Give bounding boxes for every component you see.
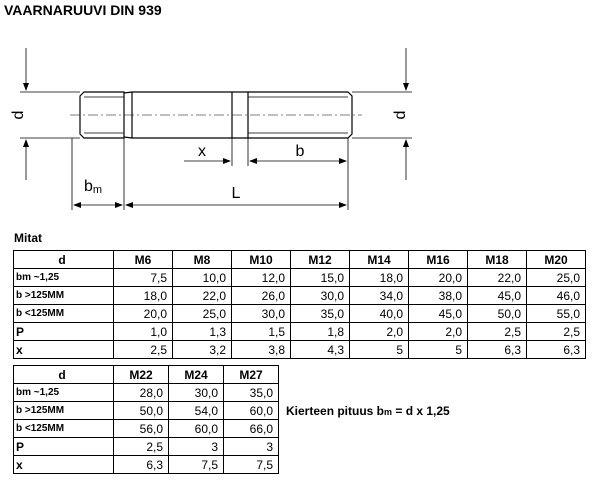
table-cell: 3,8 — [232, 341, 291, 359]
table-cell: 60,0 — [169, 420, 224, 438]
table-cell: 30,0 — [169, 384, 224, 402]
column-header: M16 — [409, 251, 468, 269]
table-row — [14, 420, 279, 438]
table-row — [14, 402, 279, 420]
table-corner-cell: d — [14, 366, 114, 384]
column-header: M18 — [468, 251, 527, 269]
label-x: x — [198, 143, 206, 160]
page-title: VAARNARUUVI DIN 939 — [4, 2, 162, 18]
section-title: Mitat — [14, 231, 42, 245]
label-l: L — [231, 185, 241, 202]
column-header: M12 — [291, 251, 350, 269]
table-cell: 25,0 — [527, 269, 586, 287]
table-cell: 7,5 — [114, 269, 173, 287]
table-cell: 22,0 — [468, 269, 527, 287]
table-cell: 54,0 — [169, 402, 224, 420]
table-cell: 4,3 — [291, 341, 350, 359]
table-header-row — [14, 251, 586, 269]
table-cell: 30,0 — [232, 305, 291, 323]
table-cell: 45,0 — [409, 305, 468, 323]
table-cell: 2,5 — [114, 341, 173, 359]
table-cell: 35,0 — [291, 305, 350, 323]
row-label: b <125MM — [14, 420, 114, 438]
dimensions-table-1 — [13, 250, 586, 359]
dimension-d-left — [20, 48, 80, 180]
table-cell: 5 — [409, 341, 468, 359]
table-cell: 60,0 — [224, 402, 279, 420]
row-label: bm ~1,25 — [14, 269, 114, 287]
table-cell: 22,0 — [173, 287, 232, 305]
column-header: M14 — [350, 251, 409, 269]
table-cell: 10,0 — [173, 269, 232, 287]
column-header: M6 — [114, 251, 173, 269]
table-row — [14, 269, 586, 287]
row-label: P — [14, 323, 114, 341]
row-label: b <125MM — [14, 305, 114, 323]
column-header: M22 — [114, 366, 169, 384]
table-cell: 2,0 — [350, 323, 409, 341]
table-cell: 3,2 — [173, 341, 232, 359]
table-cell: 15,0 — [291, 269, 350, 287]
table-cell: 56,0 — [114, 420, 169, 438]
table-cell: 45,0 — [468, 287, 527, 305]
row-label: bm ~1,25 — [14, 384, 114, 402]
table-cell: 2,0 — [409, 323, 468, 341]
table-cell: 66,0 — [224, 420, 279, 438]
label-bm: bm — [84, 178, 103, 196]
table-cell: 6,3 — [114, 456, 169, 474]
row-label: b >125MM — [14, 287, 114, 305]
table-cell: 3 — [169, 438, 224, 456]
label-d-right: d — [392, 110, 409, 120]
table-row — [14, 456, 279, 474]
table-cell: 18,0 — [114, 287, 173, 305]
stud-drawing — [0, 0, 600, 230]
table-cell: 18,0 — [350, 269, 409, 287]
table-cell: 40,0 — [350, 305, 409, 323]
table-cell: 7,5 — [224, 456, 279, 474]
dimension-x-b — [184, 138, 348, 210]
row-label: x — [14, 456, 114, 474]
dimension-bm-l — [72, 138, 346, 210]
table-corner-cell: d — [14, 251, 114, 269]
column-header: M24 — [169, 366, 224, 384]
table-row — [14, 323, 586, 341]
table-cell: 6,3 — [468, 341, 527, 359]
row-label: x — [14, 341, 114, 359]
thread-length-note: Kierteen pituus bm = d x 1,25 — [286, 404, 450, 418]
table-cell: 6,3 — [527, 341, 586, 359]
table-cell: 35,0 — [224, 384, 279, 402]
column-header: M20 — [527, 251, 586, 269]
table-cell: 5 — [350, 341, 409, 359]
table-cell: 50,0 — [468, 305, 527, 323]
table-cell: 30,0 — [291, 287, 350, 305]
table-cell: 26,0 — [232, 287, 291, 305]
table-cell: 28,0 — [114, 384, 169, 402]
column-header: M27 — [224, 366, 279, 384]
table-cell: 1,0 — [114, 323, 173, 341]
table-cell: 1,3 — [173, 323, 232, 341]
table-row — [14, 305, 586, 323]
table-cell: 20,0 — [409, 269, 468, 287]
table-cell: 1,8 — [291, 323, 350, 341]
table-cell: 46,0 — [527, 287, 586, 305]
table-cell: 12,0 — [232, 269, 291, 287]
table-cell: 1,5 — [232, 323, 291, 341]
table-cell: 2,5 — [468, 323, 527, 341]
dimensions-table-2 — [13, 365, 279, 474]
row-label: b >125MM — [14, 402, 114, 420]
table-row — [14, 287, 586, 305]
table-cell: 2,5 — [527, 323, 586, 341]
table-cell: 34,0 — [350, 287, 409, 305]
label-b: b — [295, 143, 305, 160]
table-row — [14, 341, 586, 359]
table-cell: 50,0 — [114, 402, 169, 420]
table-row — [14, 384, 279, 402]
table-row — [14, 438, 279, 456]
table-cell: 38,0 — [409, 287, 468, 305]
table-cell: 20,0 — [114, 305, 173, 323]
table-cell: 2,5 — [114, 438, 169, 456]
table-header-row — [14, 366, 279, 384]
table-cell: 3 — [224, 438, 279, 456]
label-d-left: d — [10, 110, 27, 120]
table-cell: 25,0 — [173, 305, 232, 323]
table-cell: 55,0 — [527, 305, 586, 323]
column-header: M8 — [173, 251, 232, 269]
table-cell: 7,5 — [169, 456, 224, 474]
row-label: P — [14, 438, 114, 456]
column-header: M10 — [232, 251, 291, 269]
